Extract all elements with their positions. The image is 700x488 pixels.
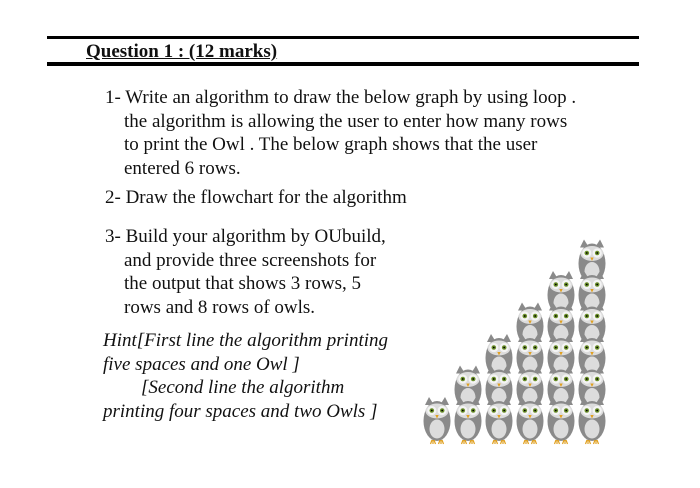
header-rule-bottom (47, 62, 639, 66)
question-item-1 (105, 86, 645, 180)
item-number: 2- (105, 187, 121, 208)
item-line: to print the Owl . The below graph shows that the user (124, 134, 538, 155)
owl-icon (548, 397, 575, 444)
item-number: 1- (105, 87, 121, 108)
question-item-3 (105, 225, 425, 319)
owl-staircase-graphic (420, 230, 610, 445)
question-title: Question 1 : (12 marks) (86, 41, 278, 62)
item-lead: Write an algorithm to draw the below graph by using loop . (125, 87, 577, 108)
hint-text (103, 329, 423, 423)
hint-line: [Second line the algorithm (141, 377, 345, 398)
item-lead: Build your algorithm by OUbuild, (125, 226, 386, 247)
item-line: the algorithm is allowing the user to enter how many rows (124, 110, 568, 132)
header-rule-top (47, 36, 639, 39)
question-item-2 (105, 186, 505, 210)
owl-icon (517, 397, 544, 444)
item-line: the output that shows 3 rows, 5 (124, 273, 361, 294)
owl-icon (486, 397, 513, 444)
item-line: entered 6 rows. (124, 157, 241, 179)
hint-line: five spaces and one Owl ] (103, 353, 300, 375)
item-number: 3- (105, 226, 121, 247)
item-lead: Draw the flowchart for the algorithm (125, 187, 407, 208)
hint-line: Hint[First line the algorithm printing (103, 330, 389, 351)
item-line: and provide three screenshots for (124, 249, 377, 271)
owl-icon (579, 397, 606, 444)
item-line: rows and 8 rows of owls. (124, 296, 316, 318)
owl-icon (424, 397, 451, 444)
owl-icon (455, 397, 482, 444)
hint-line: printing four spaces and two Owls ] (103, 400, 378, 422)
